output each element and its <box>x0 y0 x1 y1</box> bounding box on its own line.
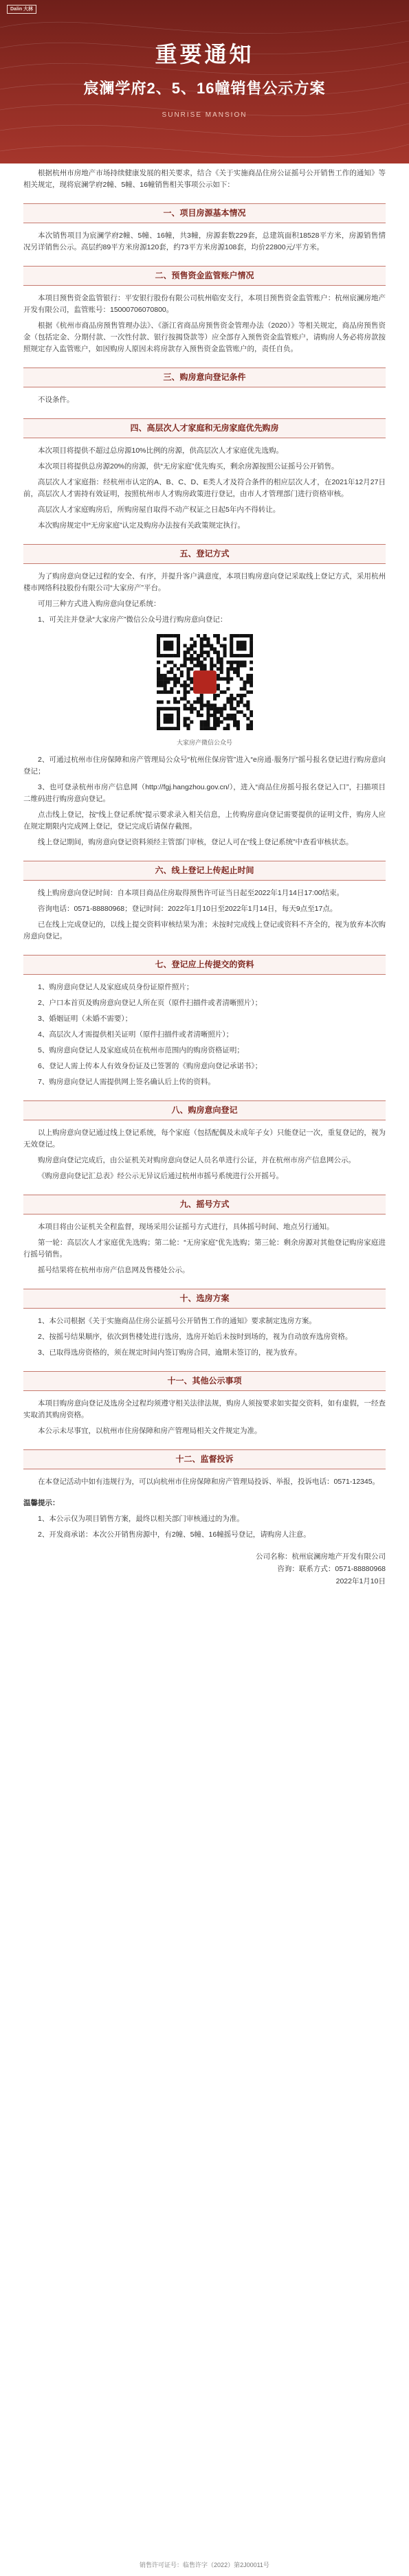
section-paragraph: 本次销售项目为宸澜学府2幢、5幢、16幢，共3幢，房源套数229套，总建筑面积18528平方米，房源销售情况另详销售公示。高层约89平方米房源120套，约73平方米房源108套，均价22800元/平方米。 <box>23 231 386 251</box>
notes-list <box>23 1513 386 1541</box>
section-paragraph: 线上购房意向登记时间：自本项目商品住房取得预售许可证当日起至2022年1月14日17:00结束。 <box>38 889 344 897</box>
section-paragraph: 可用三种方式进入购房意向登记系统： <box>38 600 161 608</box>
section-paragraph: 购房意向登记完成后，由公证机关对购房意向登记人员名单进行公证，并在杭州市房产信息网公示。 <box>38 1156 355 1164</box>
section-heading: 十、选房方案 <box>23 1289 386 1309</box>
notice-body <box>0 168 409 1588</box>
brand-logo <box>7 5 36 14</box>
page-subtitle: 宸澜学府2、5、16幢销售公示方案 <box>83 80 326 97</box>
note-item: 1、本公示仅为项目销售方案，最终以相关部门审核通过的为准。 <box>38 1515 244 1523</box>
section-heading: 五、登记方式 <box>23 544 386 564</box>
license-footer: 销售许可证号：临售许字（2022）第2J00011号 <box>140 2562 269 2568</box>
section-heading: 八、购房意向登记 <box>23 1100 386 1120</box>
section-paragraph: 7、购房意向登记人需提供网上签名确认后上传的资料。 <box>38 1078 215 1086</box>
after-qr-paragraphs <box>23 754 386 848</box>
section-heading: 六、线上登记上传起止时间 <box>23 861 386 881</box>
section-heading: 十二、监督投诉 <box>23 1449 386 1469</box>
section-paragraph: 本次购房规定中“无房家庭”认定及购房办法按有关政策规定执行。 <box>38 521 245 530</box>
section-paragraph: 1、可关注并登录“大家房产”微信公众号进行购房意向登记： <box>38 615 228 624</box>
registration-method-paragraph: 点击线上登记，按“线上登记系统”提示要求录入相关信息，上传购房意向登记需要提供的证明文件，购房人应在规定期限内完成网上登记，登记完成后请保存截图。 <box>23 811 386 831</box>
qr-code-image[interactable] <box>157 634 253 730</box>
section-paragraph: 本项目将由公证机关全程监督，现场采用公证摇号方式进行，具体摇号时间、地点另行通知。 <box>38 1223 334 1231</box>
section-heading: 一、项目房源基本情况 <box>23 203 386 223</box>
section-paragraph: 本次项目将提供总房源20%的房源，供“无房家庭”优先购买，剩余房源按照公证摇号公开销售。 <box>38 462 339 471</box>
intro-paragraph: 根据杭州市房地产市场持续健康发展的相关要求，结合《关于实施商品住房公证摇号公开销售工作的通知》等相关规定，现将宸澜学府2幢、5幢、16幢销售相关事项公示如下： <box>23 169 386 189</box>
section-heading: 四、高层次人才家庭和无房家庭优先购房 <box>23 418 386 438</box>
section-heading: 七、登记应上传提交的资料 <box>23 955 386 975</box>
section-paragraph: 3、已取得选房资格的，须在规定时间内签订购房合同，逾期未签订的，视为放弃。 <box>38 1348 302 1357</box>
section-paragraph: 高层次人才家庭购房后，所购房屋自取得不动产权证之日起5年内不得转让。 <box>38 506 280 514</box>
section-heading: 三、购房意向登记条件 <box>23 368 386 387</box>
section-paragraph: 已在线上完成登记的，以线上提交资料审核结果为准；未按时完成线上登记或资料不齐全的，视为放弃本次购房意向登记。 <box>23 920 386 940</box>
registration-method-paragraph: 2、可通过杭州市住房保障和房产管理局公众号“杭州住保房管”进入“e房通·服务厅”摇号报名登记进行购房意向登记； <box>23 756 386 776</box>
brand-mark: Dalin 大林 <box>7 5 36 14</box>
section-paragraph: 以上购房意向登记通过线上登记系统，每个家庭（包括配偶及未成年子女）只能登记一次，重复登记的，视为无效登记。 <box>23 1129 386 1149</box>
section-paragraph: 本项目预售资金监管银行：平安银行股份有限公司杭州临安支行，本项目预售资金监管账户：杭州宸澜房地产开发有限公司，监管账号：15000706070800。 <box>23 294 386 314</box>
section-paragraph: 为了购房意向登记过程的安全、有序，并提升客户满意度，本项目购房意向登记采取线上登记方式，采用杭州楼市网络科技股份有限公司“大家房产”平台。 <box>23 572 386 592</box>
section-paragraph: 本公示未尽事宜，以杭州市住房保障和房产管理局相关文件规定为准。 <box>38 1427 262 1435</box>
section-heading: 十一、其他公示事项 <box>23 1371 386 1391</box>
section-paragraph: 在本登记活动中如有违规行为，可以向杭州市住房保障和房产管理局投诉、举报，投诉电话：0571-12345。 <box>38 1478 380 1486</box>
note-item: 2、开发商承诺：本次公开销售房源中，有2幢、5幢、16幢摇号登记，请购房人注意。 <box>38 1530 311 1539</box>
company-name: 公司名称：杭州宸澜房地产开发有限公司 <box>256 1552 386 1561</box>
sections-part-2 <box>23 861 386 1488</box>
notice-date: 2022年1月10日 <box>335 1577 386 1585</box>
hero-banner <box>0 0 409 163</box>
contact-phone: 咨询：联系方式：0571-88880968 <box>277 1565 386 1573</box>
section-paragraph: 4、高层次人才需提供相关证明（原件扫描件或者清晰照片）； <box>38 1030 234 1039</box>
registration-method-paragraph: 线上登记期间，购房意向登记资料须经主管部门审核，登记人可在“线上登记系统”中查看审核状态。 <box>38 838 353 846</box>
section-paragraph: 3、婚姻证明（未婚不需要）； <box>38 1015 133 1023</box>
section-paragraph: 本项目购房意向登记及选房全过程均须遵守相关法律法规，购房人须按要求如实提交资料，如有虚假，一经查实取消其购房资格。 <box>23 1399 386 1419</box>
sections-part-1 <box>23 203 386 626</box>
section-paragraph: 本次项目将提供不超过总房源10%比例的房源，供高层次人才家庭优先选购。 <box>38 447 284 455</box>
section-paragraph: 不设条件。 <box>38 396 74 404</box>
section-paragraph: 5、购房意向登记人及家庭成员在杭州市范围内的购房资格证明； <box>38 1046 244 1054</box>
section-paragraph: 摇号结果将在杭州市房产信息网及售楼处公示。 <box>38 1266 190 1274</box>
section-paragraph: 根据《杭州市商品房预售管理办法》、《浙江省商品房预售资金管理办法（2020）》等相关规定，商品房预售资金（包括定金、分期付款、一次性付款、银行按揭贷款等）应全部存入预售资金监管账户，请购房人务必将房款按照规定存入监管账户，如因购房人原因未将房款存入预售资金监管账户的，责任自负。 <box>23 321 386 353</box>
section-paragraph: 高层次人才家庭指：经杭州市认定的A、B、C、D、E类人才及符合条件的相应层次人才，在2021年12月27日前，高层次人才需持有效证明，按照杭州市人才购房政策进行登记，由市人才管理部门进行资格审核。 <box>23 478 386 498</box>
section-paragraph: 第一轮：高层次人才家庭优先选购；第二轮：“无房家庭”优先选购；第三轮：剩余房源对其他登记购房家庭进行摇号销售。 <box>23 1239 386 1258</box>
notes-title: 温馨提示： <box>23 1499 60 1507</box>
section-paragraph: 咨询电话：0571-88880968；登记时间：2022年1月10日至2022年1月14日，每天9点至17点。 <box>38 905 338 913</box>
section-paragraph: 《购房意向登记汇总表》经公示无异议后通过杭州市摇号系统进行公开摇号。 <box>38 1172 283 1180</box>
section-paragraph: 2、户口本首页及购房意向登记人所在页（原件扫描件或者清晰照片）； <box>38 999 263 1007</box>
section-paragraph: 1、本公司根据《关于实施商品住房公证摇号公开销售工作的通知》要求制定选房方案。 <box>38 1317 316 1325</box>
signature-block <box>23 1550 386 1588</box>
section-paragraph: 2、按摇号结果顺序，依次到售楼处进行选房，选房开始后未按时到场的，视为自动放弃选房资格。 <box>38 1333 353 1341</box>
section-paragraph: 1、购房意向登记人及家庭成员身份证原件照片； <box>38 983 194 991</box>
qr-caption: 大家房产微信公众号 <box>176 739 232 746</box>
section-heading: 九、摇号方式 <box>23 1195 386 1214</box>
section-paragraph: 6、登记人需上传本人有效身份证及已签署的《购房意向登记承诺书》； <box>38 1062 263 1070</box>
qr-code[interactable] <box>23 634 386 734</box>
project-english-name: SUNRISE MANSION <box>162 111 247 119</box>
page-title: 重要通知 <box>155 42 254 67</box>
section-heading: 二、预售资金监管账户情况 <box>23 266 386 286</box>
registration-method-paragraph: 3、也可登录杭州市房产信息网（http://fgj.hangzhou.gov.cn/），进入“商品住房摇号报名登记入口”，扫描项目二维码进行购房意向登记。 <box>23 783 386 803</box>
